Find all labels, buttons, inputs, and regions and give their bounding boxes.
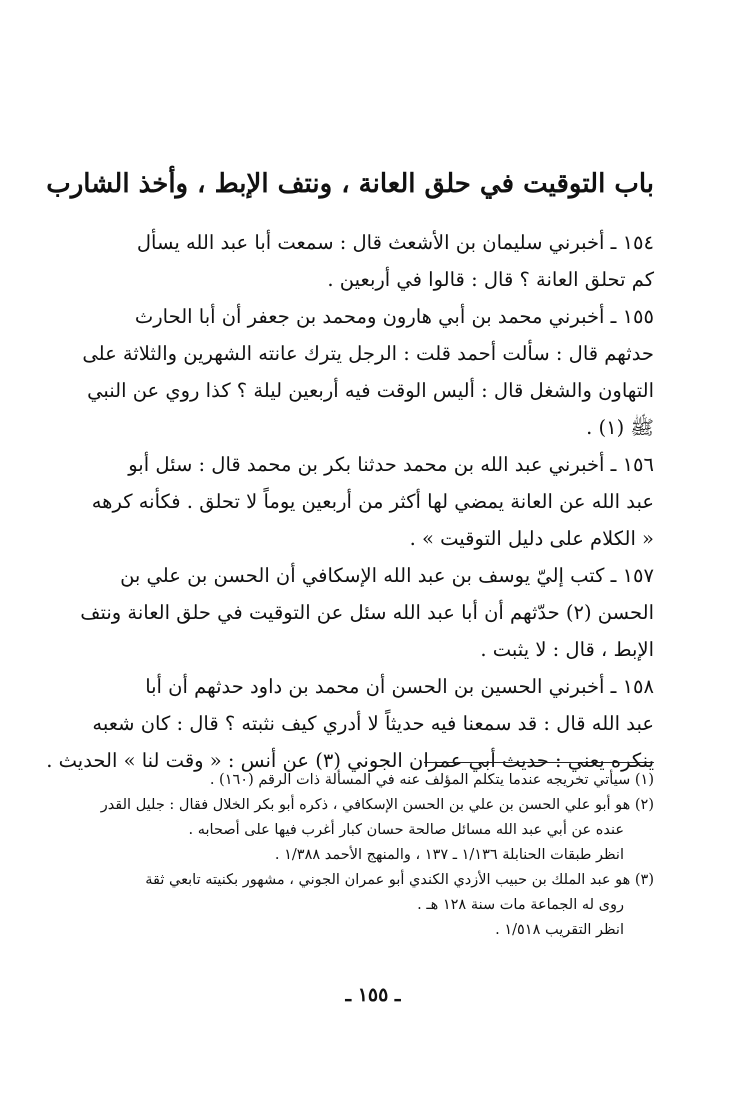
footnote-line: (٣) هو عبد الملك بن حبيب الأزدي الكندي أبو عمران الجوني ، مشهور بكنيته تابعي ثقة bbox=[145, 872, 654, 888]
text-line: التهاون والشغل قال : أليس الوقت فيه أربعين ليلة ؟ كذا روي عن النبي bbox=[87, 379, 654, 402]
text-line: ١٥٧ ـ كتب إليّ يوسف بن عبد الله الإسكافي أن الحسن بن علي بن bbox=[120, 564, 654, 587]
text-line: حدثهم قال : سألت أحمد قلت : الرجل يترك عانته الشهرين والثلاثة على bbox=[82, 342, 654, 365]
chapter-title: باب التوقيت في حلق العانة ، ونتف الإبط ، وأخذ الشارب bbox=[46, 169, 654, 199]
footnote-line: عنده عن أبي عبد الله مسائل صالحة حسان كبار أغرب فيها على أصحابه . bbox=[188, 822, 624, 838]
page-number: ـ ١٥٥ ـ bbox=[345, 984, 401, 1006]
text-line: عبد الله قال : قد سمعنا فيه حديثاً لا أدري كيف نثبته ؟ قال : كان شعبه bbox=[92, 712, 654, 735]
footnote-line: (٢) هو أبو علي الحسن بن علي بن الحسن الإسكافي ، ذكره أبو بكر الخلال فقال : جليل القدر bbox=[100, 797, 654, 813]
text-line: الحسن (٢) حدّثهم أن أبا عبد الله سئل عن التوقيت في حلق العانة ونتف bbox=[80, 601, 654, 624]
footnote-line: انظر التقريب ١/٥١٨ . bbox=[495, 922, 624, 938]
main-text bbox=[46, 224, 654, 779]
footnote-divider bbox=[424, 762, 654, 763]
text-line: ١٥٤ ـ أخبرني سليمان بن الأشعث قال : سمعت أبا عبد الله يسأل bbox=[136, 231, 654, 254]
text-line: ١٥٦ ـ أخبرني عبد الله بن محمد حدثنا بكر بن محمد قال : سئل أبو bbox=[128, 453, 654, 476]
text-line: ١٥٨ ـ أخبرني الحسين بن الحسن أن محمد بن داود حدثهم أن أبا bbox=[145, 675, 654, 698]
text-line: ينكره يعني : حديث أبي عمران الجوني (٣) عن أنس : « وقت لنا » الحديث . bbox=[46, 749, 654, 772]
footnote-line: روى له الجماعة مات سنة ١٢٨ هـ . bbox=[417, 897, 624, 913]
text-line: « الكلام على دليل التوقيت » . bbox=[409, 527, 654, 550]
footnote-line: انظر طبقات الحنابلة ١/١٣٦ ـ ١٣٧ ، والمنهج الأحمد ١/٣٨٨ . bbox=[274, 847, 624, 863]
text-line: ١٥٥ ـ أخبرني محمد بن أبي هارون ومحمد بن جعفر أن أبا الحارث bbox=[134, 305, 654, 328]
footnote-line: (١) سيأتي تخريجه عندما يتكلم المؤلف عنه في المسألة ذات الرقم (١٦٠) . bbox=[209, 772, 654, 788]
text-line: ﷺ (١) . bbox=[586, 416, 654, 439]
text-line: عبد الله عن العانة يمضي لها أكثر من أربعين يوماً لا تحلق . فكأنه كرهه bbox=[91, 490, 654, 513]
text-line: كم تحلق العانة ؟ قال : قالوا في أربعين . bbox=[327, 268, 654, 291]
text-line: الإبط ، قال : لا يثبت . bbox=[480, 638, 654, 661]
footnotes bbox=[89, 768, 654, 943]
